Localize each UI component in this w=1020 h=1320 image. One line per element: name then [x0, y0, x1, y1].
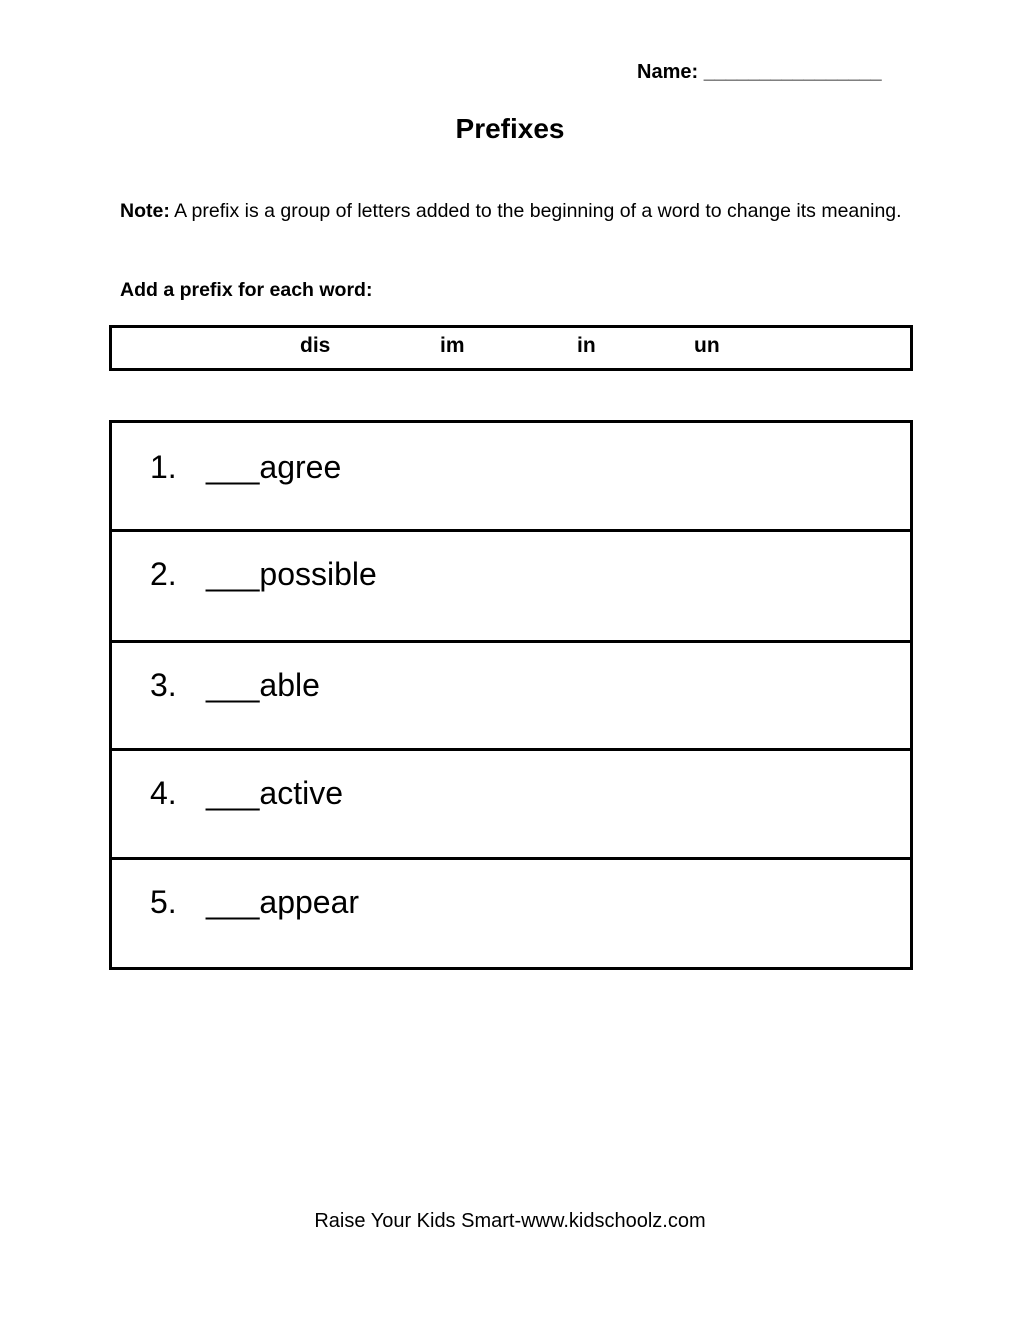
exercise-row [112, 643, 910, 751]
exercise-number: 4. [150, 775, 177, 811]
exercise-word: ___appear [206, 884, 360, 920]
exercise-number: 1. [150, 449, 177, 485]
instruction-text: Add a prefix for each word: [120, 279, 373, 301]
word-bank-item: un [694, 334, 720, 357]
word-bank-item: im [440, 334, 465, 357]
exercise-row [112, 423, 910, 532]
exercise-word: ___possible [206, 556, 377, 592]
footer-text: Raise Your Kids Smart-www.kidschoolz.com [314, 1210, 706, 1232]
exercise-word: ___active [206, 775, 343, 811]
note-paragraph [120, 195, 910, 227]
note-label: Note: [120, 200, 170, 222]
word-bank-item: in [577, 334, 596, 357]
exercise-row [112, 751, 910, 860]
exercise-table [109, 420, 913, 970]
name-field-label: Name: ________________ [637, 61, 882, 83]
exercise-word: ___agree [206, 449, 342, 485]
word-bank-box [109, 325, 913, 371]
exercise-row [112, 532, 910, 643]
exercise-number: 2. [150, 556, 177, 592]
exercise-row [112, 860, 910, 967]
exercise-word: ___able [206, 667, 320, 703]
note-text: A prefix is a group of letters added to the beginning of a word to change its meaning. [169, 200, 902, 222]
exercise-number: 5. [150, 884, 177, 920]
word-bank-item: dis [300, 334, 331, 357]
page-title: Prefixes [455, 113, 565, 144]
exercise-number: 3. [150, 667, 177, 703]
